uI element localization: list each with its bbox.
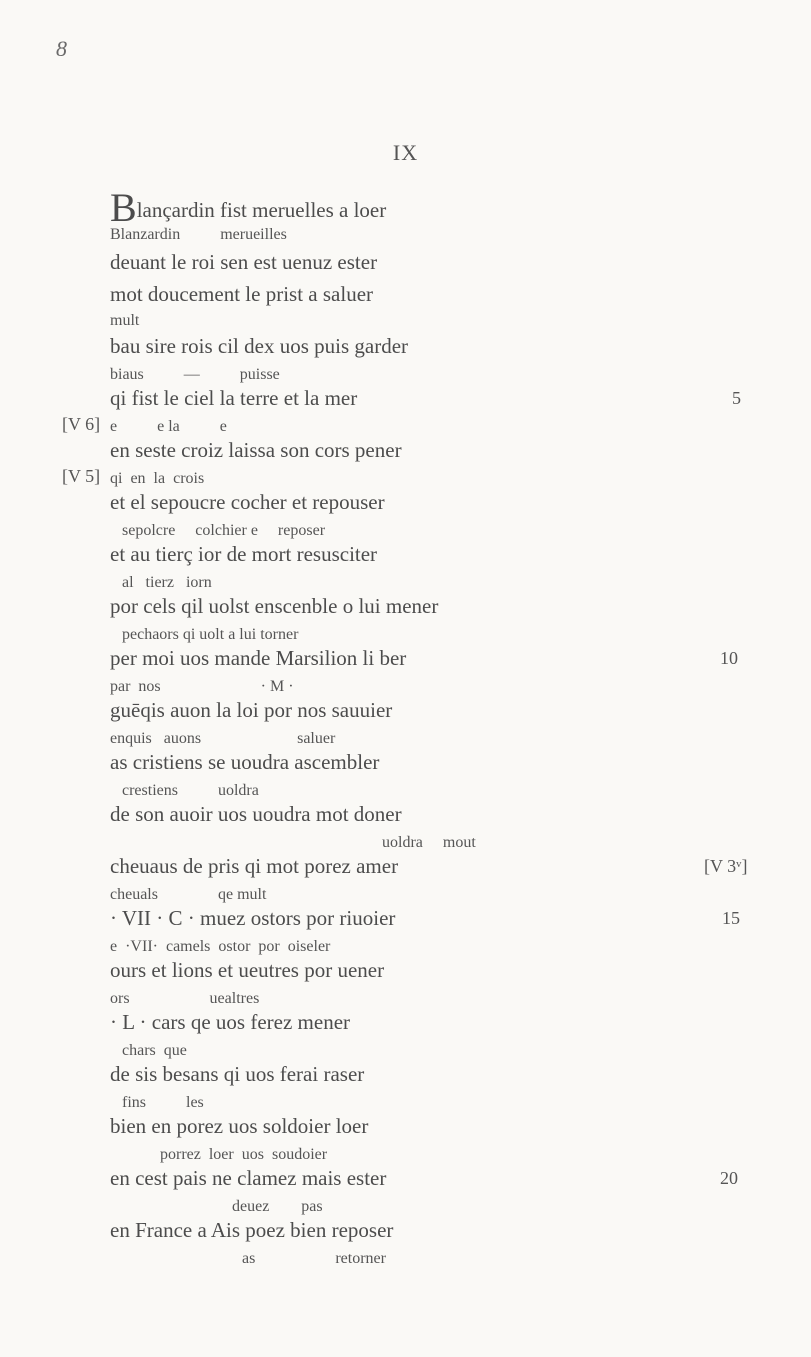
verse-line: · VII · C · muez ostors por riuoier: [110, 906, 396, 930]
first-verse-line: [110, 185, 387, 230]
variant-line: qi en la crois: [110, 470, 205, 487]
verse-line: ours et lions et ueutres por uener: [110, 958, 385, 982]
verse-line: mot doucement le prist a saluer: [110, 282, 374, 306]
first-line-rest: lançardin fist meruelles a loer: [136, 198, 387, 222]
verse-line: bau sire rois cil dex uos puis garder: [110, 334, 409, 358]
variant-line: mult: [110, 312, 140, 329]
variant-line: chars que: [122, 1042, 187, 1059]
verse-line: as cristiens se uoudra ascembler: [110, 750, 380, 774]
page-number: 8: [56, 36, 67, 61]
variant-line: al tierz iorn: [122, 574, 212, 591]
variant-line: deuez pas: [232, 1198, 323, 1215]
variant-line: enquis auons saluer: [110, 730, 336, 747]
variant-line: par nos · M ·: [110, 678, 294, 695]
variant-line: as retorner: [242, 1250, 386, 1267]
verse-line: en France a Ais poez bien reposer: [110, 1218, 394, 1242]
verse-line: de sis besans qi uos ferai raser: [110, 1062, 365, 1086]
verse-line: · L · cars qe uos ferez mener: [110, 1010, 351, 1034]
variant-line: e ·VII· camels ostor por oiseler: [110, 938, 331, 955]
verse-line: en seste croiz laissa son cors pener: [110, 438, 402, 462]
variant-line: Blanzardin merueilles: [110, 226, 287, 243]
verse-line: et el sepoucre cocher et repouser: [110, 490, 385, 514]
verse-line: bien en porez uos soldoier loer: [110, 1114, 369, 1138]
margin-ref-v6: [V 6]: [62, 414, 101, 434]
variant-line: e e la e: [110, 418, 227, 435]
verse-line: et au tierç ior de mort resusciter: [110, 542, 378, 566]
line-number-20: 20: [720, 1168, 738, 1188]
line-number-10: 10: [720, 648, 738, 668]
variant-line: cheuals qe mult: [110, 886, 267, 903]
variant-line: crestiens uoldra: [122, 782, 259, 799]
line-number-5: 5: [732, 388, 741, 408]
margin-ref-v3v: [V 3ᵛ]: [704, 856, 748, 876]
verse-line: per moi uos mande Marsilion li ber: [110, 646, 407, 670]
margin-ref-v5: [V 5]: [62, 466, 101, 486]
variant-line: uoldra mout: [382, 834, 476, 851]
variant-line: ors uealtres: [110, 990, 260, 1007]
variant-line: sepolcre colchier e reposer: [122, 522, 326, 539]
variant-line: fins les: [122, 1094, 204, 1111]
variant-line: porrez loer uos soudoier: [160, 1146, 328, 1163]
verse-line: de son auoir uos uoudra mot doner: [110, 802, 402, 826]
verse-line: en cest pais ne clamez mais ester: [110, 1166, 387, 1190]
variant-line: biaus — puisse: [110, 366, 280, 383]
verse-line: deuant le roi sen est uenuz ester: [110, 250, 378, 274]
verse-line: qi fist le ciel la terre et la mer: [110, 386, 358, 410]
verse-line: guēqis auon la loi por nos sauuier: [110, 698, 393, 722]
drop-cap: B: [110, 185, 137, 230]
verse-line: cheuaus de pris qi mot porez amer: [110, 854, 399, 878]
line-number-15: 15: [722, 908, 740, 928]
variant-line: pechaors qi uolt a lui torner: [122, 626, 299, 643]
verse-line: por cels qil uolst enscenble o lui mener: [110, 594, 439, 618]
section-heading: IX: [392, 140, 419, 165]
